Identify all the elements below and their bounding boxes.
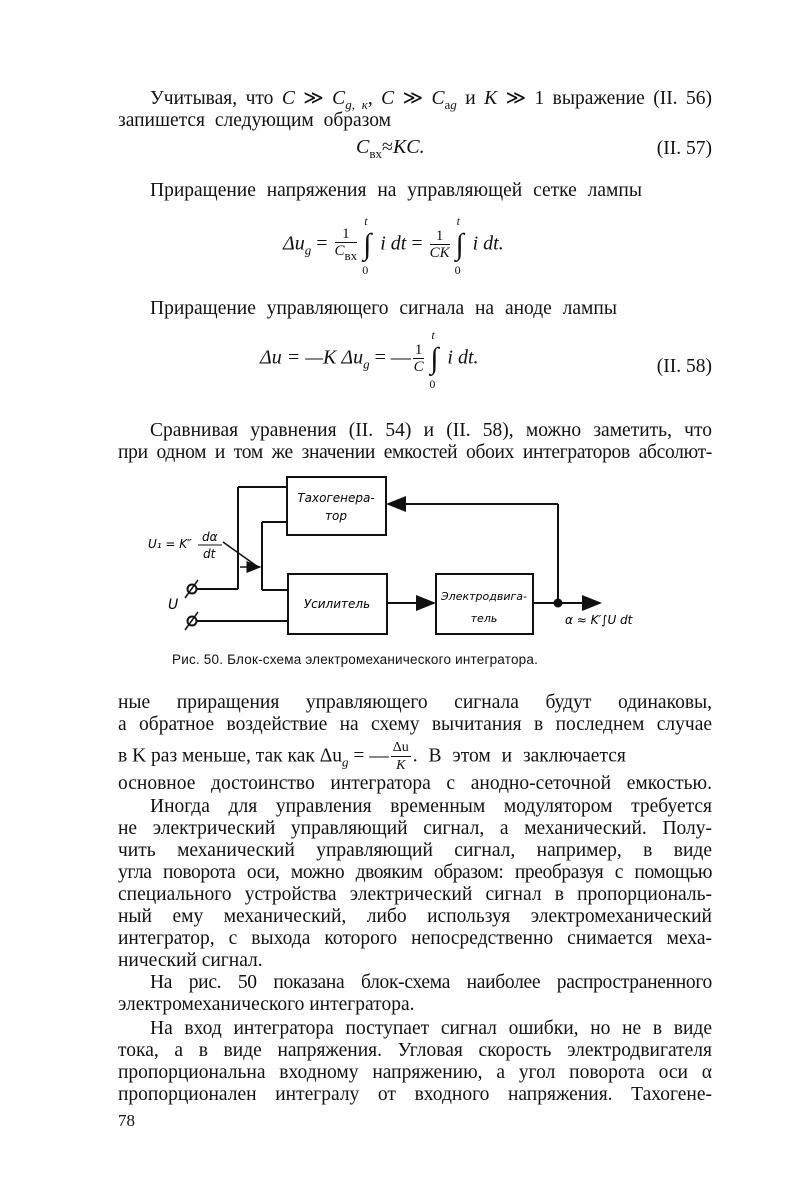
eq-symbol: Δu	[283, 232, 305, 255]
integral-sign: ∫ t 0	[429, 328, 439, 391]
eq-subscript: g	[304, 242, 312, 258]
text-fragment: Учитывая, что	[150, 88, 282, 109]
frac-num: 1	[335, 226, 358, 243]
text-fragment: и	[456, 88, 485, 109]
output-label: α ≈ K′∫U dt	[565, 613, 633, 627]
text-line: Учитывая, что C ≫ $C_{g, к}$, C ≫ $C_{ag}$ и K ≫ 1 выражение (II. 56)	[150, 88, 712, 112]
u1-numerator: dα	[202, 530, 218, 544]
text-fragment: = —	[348, 745, 389, 767]
u1-denominator: dt	[203, 547, 216, 561]
tachogenerator-label: тор	[325, 509, 347, 523]
text-line: тока, а в виде напряжения. Угловая скорость электродвигателя	[118, 1040, 712, 1061]
frac-num: Δu	[392, 740, 409, 755]
tachogenerator-block	[287, 477, 386, 535]
text-line: нический сигнал.	[118, 950, 263, 971]
motor-label: Электродвига-	[441, 590, 527, 603]
eq-subscript: вх	[369, 146, 382, 161]
eq-integrand: i dt.	[447, 346, 479, 369]
text-line: пропорциональна входному напряжению, а угол поворота оси α	[118, 1062, 712, 1083]
text-line: чить механический управляющий сигнал, например, в виде	[118, 840, 712, 861]
eq-integrand: i dt	[380, 232, 407, 255]
eq-subscript: g	[363, 356, 370, 372]
frac-den: C	[413, 359, 424, 375]
fraction	[335, 226, 358, 264]
text-line: Сравнивая уравнения (II. 54) и (II. 58), можно заметить, что	[150, 420, 712, 441]
block-diagram	[140, 472, 700, 647]
integral-upper: t	[431, 328, 435, 342]
junction-dot	[554, 599, 563, 608]
text-line: электромеханического интегратора.	[118, 994, 415, 1015]
text-line	[118, 740, 712, 774]
text-line: На рис. 50 показана блок-схема наиболее распространенного	[150, 972, 712, 993]
integral-sign: ∫ t 0	[454, 214, 464, 277]
fraction	[391, 740, 411, 774]
text-line: специального устройства электрический сигнал в пропорциональ-	[118, 884, 712, 905]
integral-upper: t	[456, 214, 460, 228]
frac-num: 1	[414, 342, 423, 358]
frac-num: 1	[430, 228, 450, 245]
integral-lower: 0	[454, 263, 461, 277]
integral-sign: ∫ t 0	[362, 214, 372, 277]
frac-den: C	[334, 243, 345, 259]
equation-grid-voltage: $\Delta u_g$ = $\frac{1}{\text{Cвх}}$ ∫ t 0 i dt = $\frac{1}{CK}$ ∫ t 0 i dt.	[283, 214, 504, 277]
equation-number: (II. 58)	[656, 356, 712, 377]
text-line: На вход интегратора поступает сигнал ошибки, но не в виде	[150, 1018, 712, 1039]
fraction	[413, 342, 425, 376]
input-label: U	[168, 597, 179, 613]
eq-symbol: Δu = —K Δu	[260, 346, 364, 369]
text-fragment: выражение (II. 56)	[544, 88, 712, 109]
text-line: Приращение напряжения на управляющей сетке лампы	[150, 180, 642, 201]
equation-57	[356, 136, 425, 162]
text-fragment: . В этом и заключается	[412, 745, 626, 767]
eq-relation: = —	[369, 346, 411, 369]
text-line: не электрический управляющий сигнал, а механический. Полу-	[118, 818, 712, 839]
integral-lower: 0	[362, 263, 369, 277]
motor-block	[436, 574, 533, 634]
tachogenerator-label: Тахогенера-	[297, 491, 375, 505]
integral-upper: t	[364, 214, 368, 228]
text-line: основное достоинство интегратора с анодно-сеточной емкостью.	[118, 773, 712, 794]
amplifier-label: Усилитель	[303, 597, 371, 611]
text-line: угла поворота оси, можно двояким образом: преобразуя с помощью	[118, 862, 712, 883]
equation-number: (II. 57)	[656, 138, 712, 159]
text-line: интегратор, с выхода которого непосредственно снимается меха-	[118, 928, 712, 949]
motor-label: тель	[470, 612, 498, 625]
fraction	[430, 228, 450, 262]
text-line: пропорционален интегралу от входного напряжения. Тахогене-	[118, 1084, 712, 1105]
text-line: Приращение управляющего сигнала на аноде лампы	[150, 298, 617, 319]
text-line: при одном и том же значении емкостей обоих интеграторов абсолют-	[118, 442, 712, 463]
text-line: запишется следующим образом	[118, 110, 391, 131]
frac-den: CK	[429, 245, 450, 261]
eq-relation: ≈	[381, 136, 393, 158]
text-line: а обратное воздействие на схему вычитания в последнем случае	[118, 714, 712, 735]
figure-caption: Рис. 50. Блок-схема электромеханического интегратора.	[172, 652, 539, 667]
u1-label: U₁ = K″	[148, 537, 192, 551]
text-line: ные приращения управляющего сигнала будут одинаковы,	[118, 692, 712, 713]
eq-symbol: KC.	[392, 136, 425, 158]
page-number: 78	[118, 1111, 135, 1130]
equation-58	[260, 328, 479, 391]
text-fragment: в K раз меньше, так как Δu	[118, 745, 343, 767]
text-line: ный ему механический, либо используя электромеханический	[118, 906, 712, 927]
integral-lower: 0	[429, 377, 436, 391]
eq-subscript: g	[342, 754, 349, 770]
u1-pointer	[223, 542, 258, 567]
eq-subscript: вх	[344, 248, 358, 263]
frac-den: K	[396, 758, 406, 773]
eq-symbol: C	[356, 136, 370, 158]
eq-integrand: i dt.	[472, 232, 504, 255]
text-line: Иногда для управления временным модулятором требуется	[150, 796, 712, 817]
